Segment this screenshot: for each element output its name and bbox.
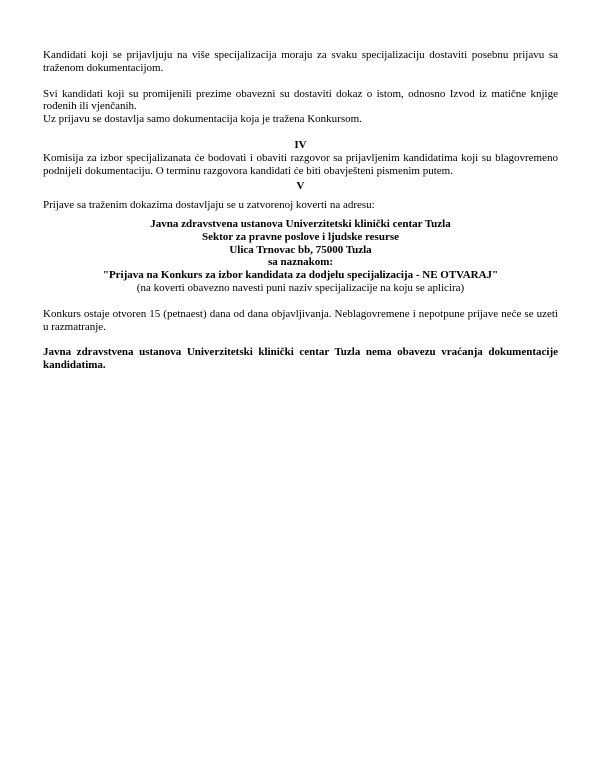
spacer <box>43 295 558 308</box>
section-heading-iv: IV <box>294 138 307 151</box>
paragraph-multiple-applications: Kandidati koji se prijavljuju na više specijalizacija moraju za svaku specijalizaciju dostaviti posebnu prijavu sa traženom dokumentacijom. <box>43 49 558 74</box>
spacer <box>43 75 558 88</box>
address-street: Ulica Trnovac bb, 75000 Tuzla <box>229 243 372 256</box>
paragraph-deadline: Konkurs ostaje otvoren 15 (petnaest) dana od dana objavljivanja. Neblagovremene i nepotpune prijave neće se uzeti u razmatranje. <box>43 307 558 333</box>
paragraph-commission: Komisija za izbor specijalizanata će bodovati i obaviti razgovor sa prijavljenim kandidatima koji su blagovremeno podnijeli dokumentaciju. O terminu razgovora kandidati će biti obavješteni pismenim putem. <box>43 151 558 177</box>
paragraph-submission-intro: Prijave sa traženim dokazima dostavljaju se u zatvorenoj koverti na adresu: <box>43 199 375 212</box>
paragraph-documentation-only: Uz prijavu se dostavlja samo dokumentacija koja je tražena Konkursom. <box>43 113 362 126</box>
spacer <box>43 126 558 139</box>
document-page <box>43 49 558 372</box>
paragraph-surname-change: Svi kandidati koji su promijenili prezime obavezni su dostaviti dokaz o istom, odnosno Izvod iz matične knjige rođenih ili vjenčanih. <box>43 87 558 113</box>
paragraph-closing-notice: Javna zdravstvena ustanova Univerzitetski klinički centar Tuzla nema obavezu vraćanja dokumentacije kandidatima. <box>43 346 558 372</box>
address-marking-label: sa naznakom: <box>267 256 334 269</box>
address-institution: Javna zdravstvena ustanova Univerzitetski klinički centar Tuzla <box>150 217 451 230</box>
address-note: (na koverti obavezno navesti puni naziv specijalizacije na koju se aplicira) <box>136 281 465 294</box>
address-department: Sektor za pravne poslove i ljudske resurse <box>202 230 399 243</box>
address-block <box>43 218 558 295</box>
address-marking-text: "Prijava na Konkurs za izbor kandidata za dodjelu specijalizacija - NE OTVARAJ" <box>102 269 499 282</box>
section-heading-v: V <box>296 180 305 193</box>
spacer <box>43 333 558 346</box>
